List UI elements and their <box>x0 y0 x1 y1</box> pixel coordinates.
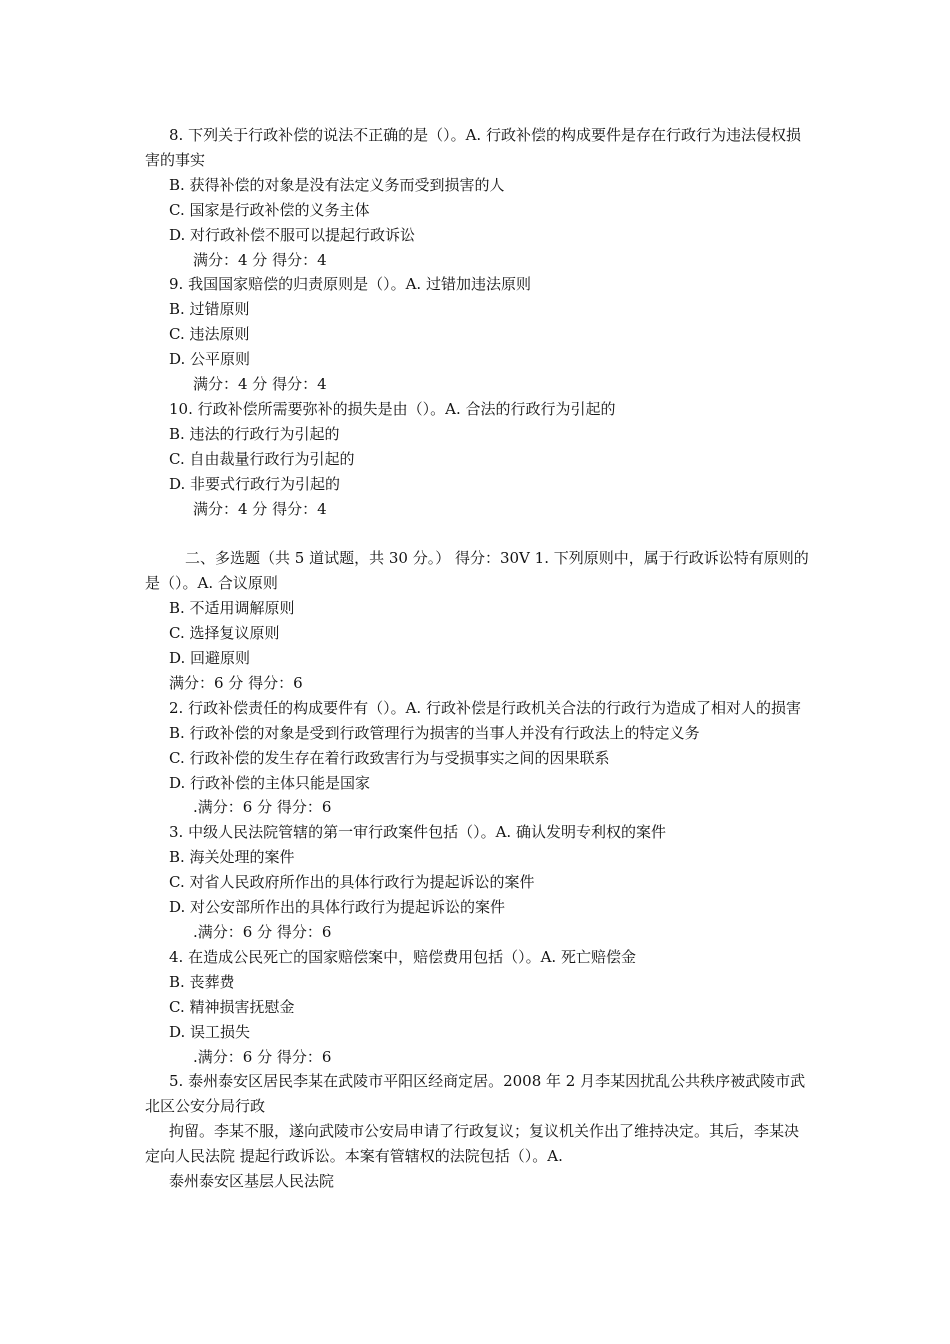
question-8-option-c: C. 国家是行政补偿的义务主体 <box>169 200 370 219</box>
question-10-option-d: D. 非要式行政行为引起的 <box>169 474 341 493</box>
mc-question-5-option-a: 泰州泰安区基层人民法院 <box>169 1172 335 1191</box>
question-9-option-d: D. 公平原则 <box>169 350 251 369</box>
mc-question-1-option-d: D. 回避原则 <box>169 649 251 668</box>
mc-question-2-stem: 2. 行政补偿责任的构成要件有（）。A. 行政补偿是行政机关合法的行政行为造成了相对人的损害 <box>169 698 801 717</box>
mc-question-2-score: .满分：6 分 得分：6 <box>193 798 332 817</box>
question-10-score: 满分：4 分 得分：4 <box>193 499 327 518</box>
mc-question-1-option-b: B. 不适用调解原则 <box>169 599 295 618</box>
question-9-option-c: C. 违法原则 <box>169 325 250 344</box>
mc-question-3-option-b: B. 海关处理的案件 <box>169 848 295 867</box>
mc-question-3-stem: 3. 中级人民法院管辖的第一审行政案件包括（）。A. 确认发明专利权的案件 <box>169 823 666 842</box>
mc-question-4-option-c: C. 精神损害抚慰金 <box>169 997 295 1016</box>
question-10-stem: 10. 行政补偿所需要弥补的损失是由（）。A. 合法的行政行为引起的 <box>169 399 616 418</box>
mc-question-5-stem: 5. 泰州泰安区居民李某在武陵市平阳区经商定居。2008 年 2 月李某因扰乱公共秩序被武陵市武北区公安分局行政 <box>145 1072 806 1116</box>
mc-question-1-option-c: C. 选择复议原则 <box>169 624 280 643</box>
mc-question-4-stem: 4. 在造成公民死亡的国家赔偿案中，赔偿费用包括（）。A. 死亡赔偿金 <box>169 947 636 966</box>
mc-question-5-stem-continued: 拘留。李某不服，遂向武陵市公安局申请了行政复议；复议机关作出了维持决定。其后，李某决定向人民法院 提起行政诉讼。本案有管辖权的法院包括（）。A. <box>145 1122 800 1166</box>
multi-choice-section-header: 二、多选题（共 5 道试题，共 30 分。） 得分：30V 1. 下列原则中，属于行政诉讼特有原则的是（）。A. 合议原则 <box>145 549 809 593</box>
question-10-option-c: C. 自由裁量行政行为引起的 <box>169 449 355 468</box>
question-9-score: 满分：4 分 得分：4 <box>193 375 327 394</box>
mc-question-2-option-b: B. 行政补偿的对象是受到行政管理行为损害的当事人并没有行政法上的特定义务 <box>169 723 700 742</box>
mc-question-4-option-d: D. 误工损失 <box>169 1022 251 1041</box>
question-9-option-b: B. 过错原则 <box>169 300 250 319</box>
mc-question-2-option-d: D. 行政补偿的主体只能是国家 <box>169 773 371 792</box>
question-8-stem: 8. 下列关于行政补偿的说法不正确的是（）。A. 行政补偿的构成要件是存在行政行为违法侵权损害的事实 <box>145 126 801 169</box>
mc-question-3-score: .满分：6 分 得分：6 <box>193 922 332 941</box>
question-10-option-b: B. 违法的行政行为引起的 <box>169 424 340 443</box>
document-body <box>145 123 809 1194</box>
mc-question-2-option-c: C. 行政补偿的发生存在着行政致害行为与受损事实之间的因果联系 <box>169 748 610 767</box>
mc-question-3-option-d: D. 对公安部所作出的具体行政行为提起诉讼的案件 <box>169 898 506 917</box>
mc-question-4-score: .满分：6 分 得分：6 <box>193 1047 332 1066</box>
mc-question-3-option-c: C. 对省人民政府所作出的具体行政行为提起诉讼的案件 <box>169 873 535 892</box>
question-9-stem: 9. 我国国家赔偿的归责原则是（）。A. 过错加违法原则 <box>169 275 531 294</box>
mc-question-4-option-b: B. 丧葬费 <box>169 972 235 991</box>
question-8-option-b: B. 获得补偿的对象是没有法定义务而受到损害的人 <box>169 175 505 194</box>
question-8-option-d: D. 对行政补偿不服可以提起行政诉讼 <box>169 225 416 244</box>
mc-question-1-score: 满分：6 分 得分：6 <box>169 673 303 692</box>
question-8-score: 满分：4 分 得分：4 <box>193 250 327 269</box>
